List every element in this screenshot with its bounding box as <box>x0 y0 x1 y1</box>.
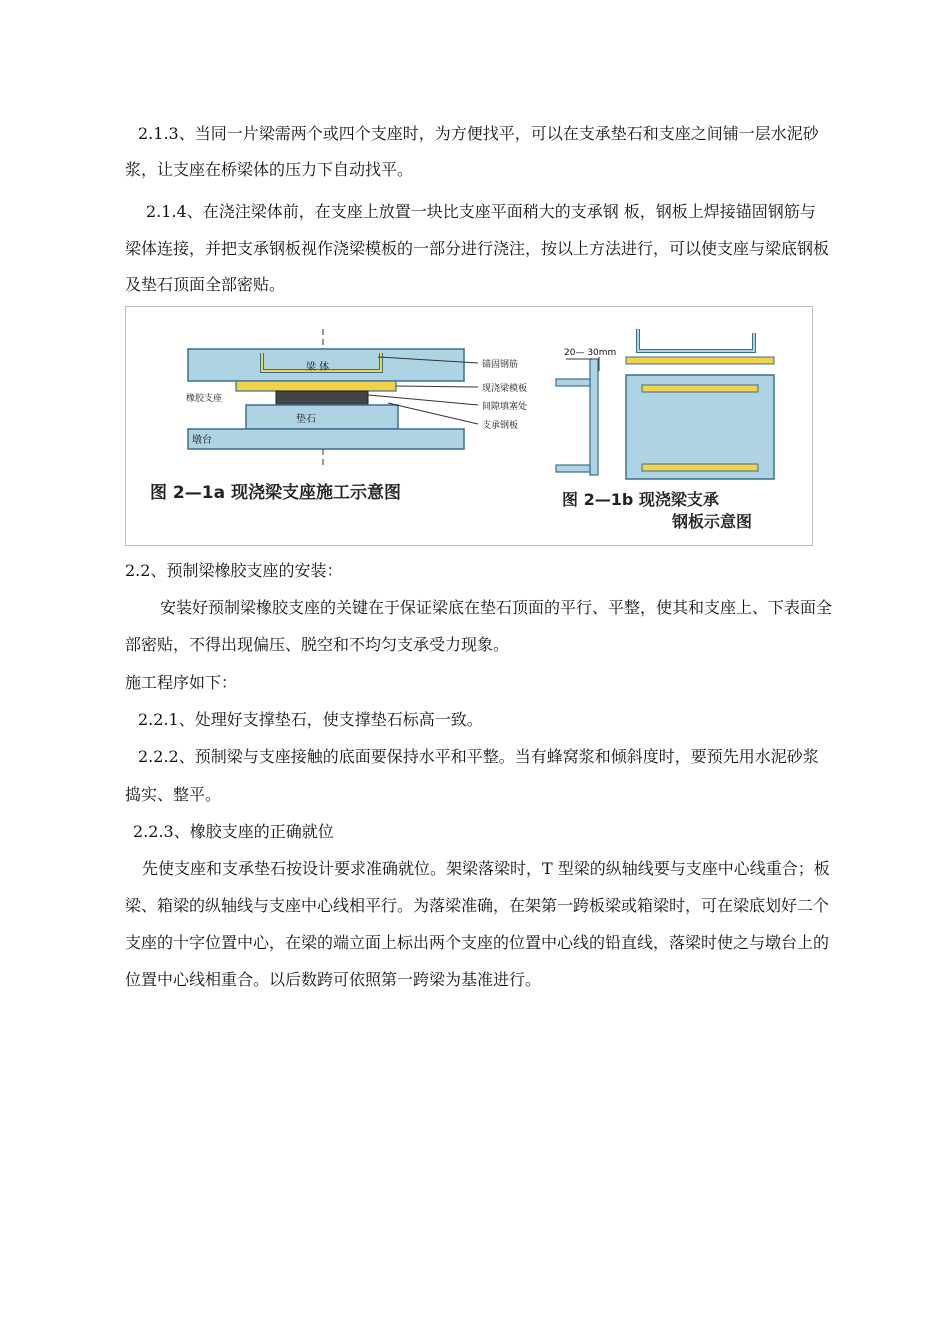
label-support-plate: 支承钢板 <box>482 421 519 431</box>
label-formwork: 现浇梁模板 <box>482 384 528 394</box>
pier <box>188 429 464 449</box>
para-2-1-3-line1: 2.1.3、当同一片梁需两个或四个支座时，为方便找平，可以在支承垫石和支座之间铺一层水泥砂 <box>138 124 819 143</box>
leader-plate <box>388 403 478 424</box>
label-gap-fill: 间隙填塞处 <box>482 402 528 412</box>
heading-2-2: 2.2、预制梁橡胶支座的安装： <box>125 561 343 580</box>
para-2-1-4-line2: 梁体连接，并把支承钢板视作浇梁模板的一部分进行浇注，按以上方法进行，可以使支座与梁底钢板 <box>125 239 830 258</box>
para-2-1-4-line3: 及垫石顶面全部密贴。 <box>125 275 286 294</box>
label-dimension: 20— 30mm <box>564 348 617 358</box>
para-2-2-line1: 安装好预制梁橡胶支座的关键在于保证梁底在垫石顶面的平行、平整，使其和支座上、下表面全 <box>160 598 833 617</box>
hook-bar <box>638 329 754 351</box>
para-2-2-3-heading: 2.2.3、橡胶支座的正确就位 <box>133 822 334 841</box>
para-2-2-1: 2.2.1、处理好支撑垫石，使支撑垫石标高一致。 <box>138 710 483 729</box>
para-2-2-line2: 部密贴，不得出现偏压、脱空和不均匀支承受力现象。 <box>125 635 510 654</box>
para-2-1-4-line1: 2.1.4、在浇注梁体前，在支座上放置一块比支座平面稍大的支承钢 板，钢板上焊接锚固钢筋与 <box>146 202 816 221</box>
label-pad-stone: 垫石 <box>296 414 316 425</box>
pad-stone <box>246 405 398 429</box>
label-rubber-bearing: 橡胶支座 <box>186 394 223 404</box>
para-2-1-3-line2: 浆，让支座在桥梁体的压力下自动找平。 <box>125 160 414 179</box>
para-2-2-2-line1: 2.2.2、预制梁与支座接触的底面要保持水平和平整。当有蜂窝浆和倾斜度时，要预先用水泥砂浆 <box>138 747 819 766</box>
procedure-heading: 施工程序如下： <box>125 673 238 692</box>
plate-side-view <box>590 359 598 475</box>
caption-fig-b-line2: 钢板示意图 <box>672 512 753 531</box>
label-pier: 墩台 <box>192 435 212 446</box>
para-2-2-3-line4: 位置中心线相重合。以后数跨可依照第一跨梁为基准进行。 <box>125 970 542 989</box>
rubber-bearing <box>276 391 368 405</box>
bearing-construction-figure <box>125 306 813 546</box>
caption-fig-a: 图 2—1a 现浇梁支座施工示意图 <box>150 483 401 503</box>
para-2-2-3-line1: 先使支座和支承垫石按设计要求准确就位。架梁落梁时，T 型梁的纵轴线要与支座中心线重合；板 <box>142 859 830 878</box>
support-steel-plate <box>236 381 396 391</box>
anchor-bar-plan-top <box>626 357 774 364</box>
plate-bar-upper <box>642 385 758 392</box>
para-2-2-3-line2: 梁、箱梁的纵轴线与支座中心线相平行。为落梁准确，在架第一跨板梁或箱梁时，可在梁底划好二个 <box>125 896 830 915</box>
figure-drawing <box>126 307 814 547</box>
label-anchor-bar: 锚固钢筋 <box>482 360 519 370</box>
plate-bar-lower <box>642 464 758 471</box>
side-anchor-bottom <box>556 465 590 472</box>
hook-bar-fill <box>638 329 754 351</box>
label-beam: 梁 体 <box>306 362 330 373</box>
caption-fig-b-line1: 图 2—1b 现浇梁支承 <box>562 490 719 509</box>
para-2-2-3-line3: 支座的十字位置中心，在梁的端立面上标出两个支座的位置中心线的铅直线，落梁时使之与墩台上的 <box>125 933 830 952</box>
leader-formwork <box>396 386 478 387</box>
side-anchor-top <box>556 379 590 386</box>
leader-gap <box>368 395 478 405</box>
para-2-2-2-line2: 捣实、整平。 <box>125 785 222 804</box>
